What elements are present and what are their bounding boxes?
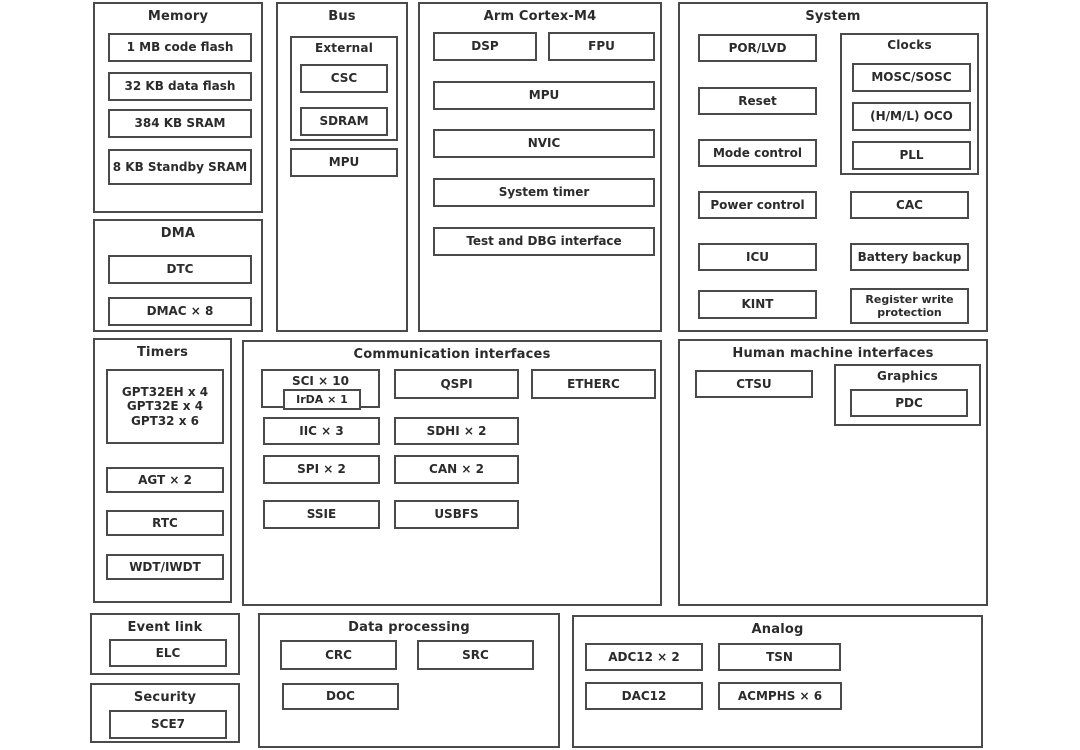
wdt-iwdt-block: WDT/IWDT bbox=[106, 554, 224, 580]
bus-title: Bus bbox=[328, 9, 356, 24]
bus-section bbox=[276, 2, 408, 332]
sdram-block: SDRAM bbox=[300, 107, 388, 136]
battery-backup-block: Battery backup bbox=[850, 243, 969, 271]
analog-title: Analog bbox=[751, 622, 804, 637]
system-title: System bbox=[805, 9, 861, 24]
sci-block: SCI × 10 bbox=[261, 369, 380, 408]
dma-title: DMA bbox=[160, 226, 196, 241]
gpt32e-label: GPT32E x 4 bbox=[126, 399, 204, 414]
standby-sram-block: 8 KB Standby SRAM bbox=[108, 149, 252, 185]
data-flash-block: 32 KB data flash bbox=[108, 72, 252, 101]
adc12-block: ADC12 × 2 bbox=[585, 643, 703, 671]
agt-block: AGT × 2 bbox=[106, 467, 224, 493]
dac12-block: DAC12 bbox=[585, 682, 703, 710]
cortex-section bbox=[418, 2, 662, 332]
dtc-block: DTC bbox=[108, 255, 252, 284]
por-lvd-block: POR/LVD bbox=[698, 34, 817, 62]
analog-section bbox=[572, 615, 983, 748]
code-flash-block: 1 MB code flash bbox=[108, 33, 252, 62]
system-section bbox=[678, 2, 988, 332]
sram-block: 384 KB SRAM bbox=[108, 109, 252, 138]
test-dbg-block: Test and DBG interface bbox=[433, 227, 655, 256]
icu-block: ICU bbox=[698, 243, 817, 271]
sdhi-block: SDHI × 2 bbox=[394, 417, 519, 445]
cortex-mpu-block: MPU bbox=[433, 81, 655, 110]
mode-control-block: Mode control bbox=[698, 139, 817, 167]
can-block: CAN × 2 bbox=[394, 455, 519, 484]
data-processing-title: Data processing bbox=[348, 620, 470, 635]
event-link-section bbox=[90, 613, 240, 675]
external-bus-title: External bbox=[314, 41, 374, 55]
comm-section bbox=[242, 340, 662, 606]
timers-title: Timers bbox=[136, 345, 189, 360]
tsn-block: TSN bbox=[718, 643, 841, 671]
security-title: Security bbox=[133, 690, 197, 705]
security-section bbox=[90, 683, 240, 743]
bus-mpu-block: MPU bbox=[290, 148, 398, 177]
comm-title: Communication interfaces bbox=[353, 347, 551, 362]
ssie-block: SSIE bbox=[263, 500, 380, 529]
acmphs-block: ACMPHS × 6 bbox=[718, 682, 842, 710]
data-processing-section bbox=[258, 613, 560, 748]
dsp-block: DSP bbox=[433, 32, 537, 61]
graphics-panel bbox=[834, 364, 981, 426]
rtc-block: RTC bbox=[106, 510, 224, 536]
memory-section bbox=[93, 2, 263, 213]
clocks-panel bbox=[840, 33, 979, 175]
sce7-block: SCE7 bbox=[109, 710, 227, 739]
hmi-title: Human machine interfaces bbox=[732, 346, 934, 361]
oco-block: (H/M/L) OCO bbox=[852, 102, 971, 131]
memory-title: Memory bbox=[147, 9, 209, 24]
dma-section bbox=[93, 219, 263, 332]
reset-block: Reset bbox=[698, 87, 817, 115]
system-timer-block: System timer bbox=[433, 178, 655, 207]
clocks-title: Clocks bbox=[887, 38, 932, 52]
doc-block: DOC bbox=[282, 683, 399, 710]
dmac-block: DMAC × 8 bbox=[108, 297, 252, 326]
register-write-protection-block: Register write protection bbox=[850, 288, 969, 324]
cac-block: CAC bbox=[850, 191, 969, 219]
gpt32-label: GPT32 x 6 bbox=[131, 413, 199, 428]
cortex-title: Arm Cortex-M4 bbox=[483, 9, 597, 24]
irda-block: IrDA × 1 bbox=[283, 389, 361, 410]
crc-block: CRC bbox=[280, 640, 397, 670]
ctsu-block: CTSU bbox=[695, 370, 813, 398]
mosc-sosc-block: MOSC/SOSC bbox=[852, 63, 971, 92]
pll-block: PLL bbox=[852, 141, 971, 170]
power-control-block: Power control bbox=[698, 191, 817, 219]
gpt32eh-label: GPT32EH x 4 bbox=[121, 384, 209, 399]
usbfs-block: USBFS bbox=[394, 500, 519, 529]
gpt-block bbox=[106, 369, 224, 444]
iic-block: IIC × 3 bbox=[263, 417, 380, 445]
hmi-section bbox=[678, 339, 988, 606]
external-bus-panel bbox=[290, 36, 398, 141]
event-link-title: Event link bbox=[127, 620, 203, 635]
kint-block: KINT bbox=[698, 290, 817, 319]
csc-block: CSC bbox=[300, 64, 388, 93]
src-block: SRC bbox=[417, 640, 534, 670]
spi-block: SPI × 2 bbox=[263, 455, 380, 484]
pdc-block: PDC bbox=[850, 389, 968, 417]
graphics-title: Graphics bbox=[877, 369, 938, 383]
fpu-block: FPU bbox=[548, 32, 655, 61]
nvic-block: NVIC bbox=[433, 129, 655, 158]
qspi-block: QSPI bbox=[394, 369, 519, 399]
etherc-block: ETHERC bbox=[531, 369, 656, 399]
timers-section bbox=[93, 338, 232, 603]
elc-block: ELC bbox=[109, 639, 227, 667]
